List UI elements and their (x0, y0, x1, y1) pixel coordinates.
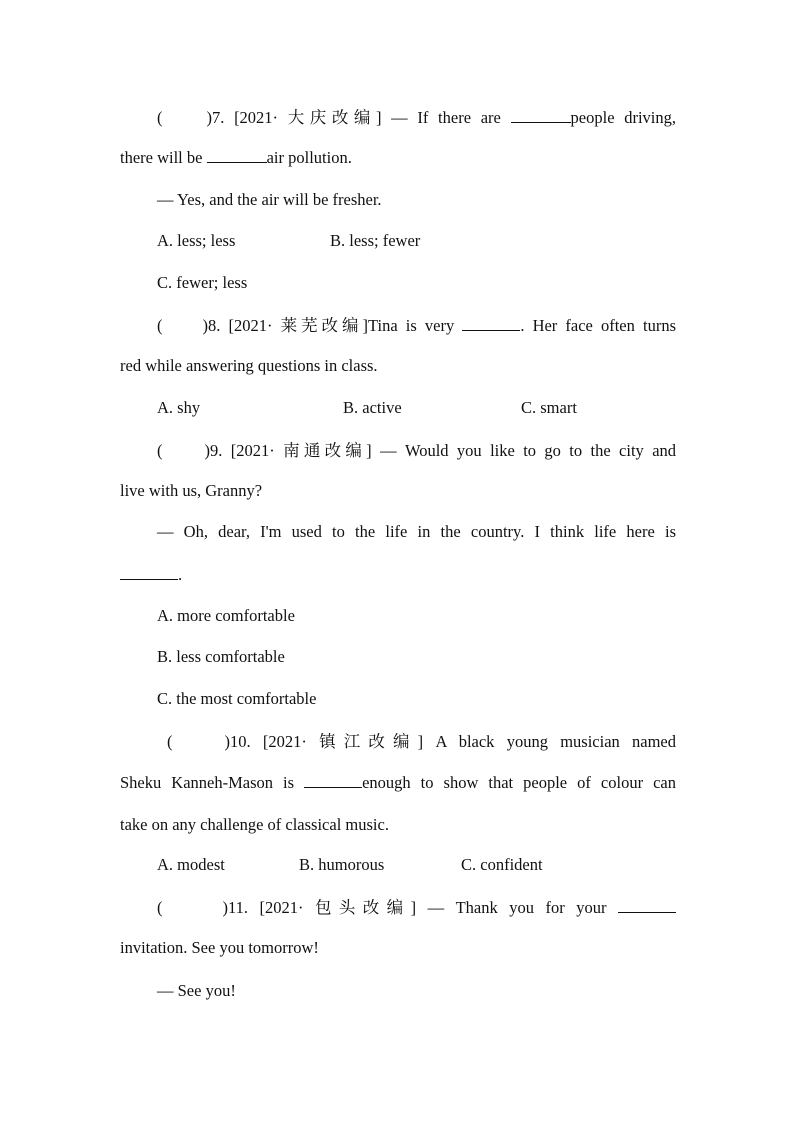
q9-source: [2021· 南通改编] (230, 441, 372, 460)
q9-blank[interactable] (120, 565, 178, 580)
q8-option-a[interactable]: A. shy (157, 398, 201, 417)
q10-option-a[interactable]: A. modest (157, 855, 225, 874)
q10-blank[interactable] (304, 773, 362, 788)
q10-number: )10. (224, 732, 251, 751)
q7-option-b[interactable]: B. less; fewer (330, 231, 421, 250)
q7-response: — Yes, and the air will be fresher. (157, 190, 382, 209)
q11-source: [2021· 包头改编] (259, 898, 417, 917)
q8-source: [2021· 莱芜改编] (228, 316, 369, 335)
q7-stem-d: air pollution. (266, 148, 352, 167)
q10-line2 (120, 773, 676, 793)
q11-stem-a: — Thank you for your (427, 898, 607, 917)
q10-line3: take on any challenge of classical music. (120, 815, 389, 834)
q10-option-c[interactable]: C. confident (461, 855, 543, 874)
q8-number: )8. (202, 316, 221, 335)
q7-blank-1[interactable] (511, 108, 571, 123)
q9-line2: live with us, Granny? (120, 481, 263, 500)
q7-line2 (120, 148, 676, 168)
q11-blank[interactable] (618, 898, 676, 913)
q9-stem-a: — Would you like to go to the city and (380, 441, 677, 460)
q7-stem-a: — If there are (391, 108, 501, 127)
q8-option-c[interactable]: C. smart (521, 398, 577, 417)
q8-paren: ( (157, 316, 163, 335)
q7-stem-b: people driving, (570, 108, 676, 127)
q7-option-c[interactable]: C. fewer; less (157, 273, 248, 292)
q7-paren: ( (157, 108, 163, 127)
q7-blank-2[interactable] (207, 148, 267, 163)
q8-line2: red while answering questions in class. (120, 356, 378, 375)
q8-stem-a: Tina is very (368, 316, 455, 335)
q7-number: )7. (206, 108, 225, 127)
q11-line2: invitation. See you tomorrow! (120, 938, 319, 957)
q10-paren: ( (167, 732, 173, 751)
q7-line1 (157, 108, 676, 128)
q10-option-b[interactable]: B. humorous (299, 855, 385, 874)
q11-response: — See you! (157, 981, 236, 1000)
q8-blank[interactable] (462, 316, 520, 331)
q9-paren: ( (157, 441, 163, 460)
q10-stem-b: Sheku Kanneh-Mason is (120, 773, 295, 792)
q7-stem-c: there will be (120, 148, 203, 167)
q7-option-a[interactable]: A. less; less (157, 231, 236, 250)
q11-line1 (157, 898, 676, 918)
q10-source: [2021· 镇江改编] (262, 732, 424, 751)
q9-line1 (157, 441, 676, 461)
q11-paren: ( (157, 898, 163, 917)
q9-period: . (178, 565, 183, 584)
q10-stem-c: enough to show that people of colour can (362, 773, 676, 792)
q8-line1 (157, 316, 676, 336)
q9-line4 (120, 565, 676, 585)
q8-option-b[interactable]: B. active (343, 398, 402, 417)
q11-number: )11. (222, 898, 249, 917)
q10-stem-a: A black young musician named (435, 732, 677, 751)
q9-option-a[interactable]: A. more comfortable (157, 606, 295, 625)
q9-line3: — Oh, dear, I'm used to the life in the country. I think life here is (157, 522, 676, 541)
q8-stem-b: . Her face often turns (520, 316, 676, 335)
q9-number: )9. (204, 441, 223, 460)
q10-line1 (167, 732, 676, 752)
q7-source: [2021· 大庆改编] (234, 108, 382, 127)
q9-option-b[interactable]: B. less comfortable (157, 647, 285, 666)
q9-option-c[interactable]: C. the most comfortable (157, 689, 317, 708)
